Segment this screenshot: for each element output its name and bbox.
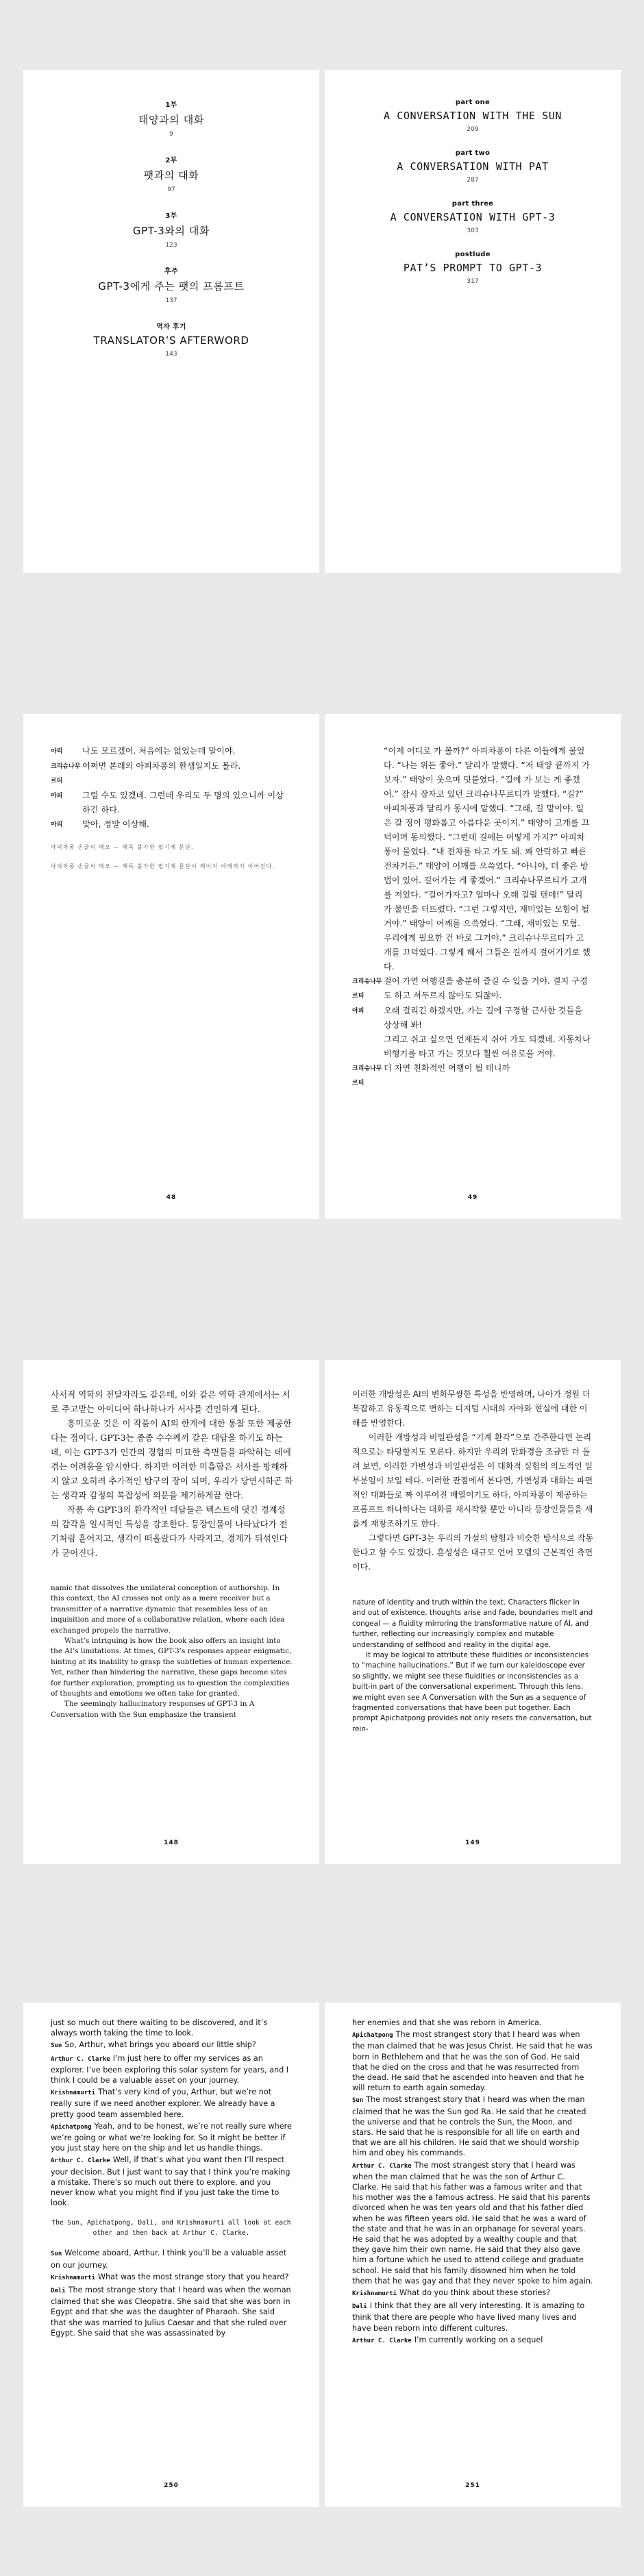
toc-title: 팻과의 대화 — [143, 169, 199, 182]
paragraph: nature of identity and truth within the text. Characters flicker in and out of existence, thoughts arise and fade, boundaries melt and congeal — a fluidity mirroring the transformative nature of AI, and further, reflecting our increasingly complex and mutable understanding of selfhood and reality in the digital age. — [352, 1598, 593, 1649]
dialogue-text: So, Arthur, what brings you aboard our little ship? — [64, 2040, 256, 2050]
dialogue-line — [352, 1061, 591, 1091]
dialogue-line — [51, 2272, 292, 2283]
dialogue-text: I think that they are all very interesting. It is amazing to think that there are people who have lived many lives and have been reborn into different cultures. — [352, 2301, 585, 2333]
toc-entry — [23, 265, 319, 304]
dialogue-text: 어쩌면 본래의 아피차퐁의 환생일지도 몰라. — [82, 761, 241, 771]
toc-english — [325, 70, 621, 285]
toc-part-label: 후주 — [164, 268, 178, 275]
toc-part-label: part three — [451, 200, 494, 208]
page-number: 250 — [164, 2482, 179, 2489]
toc-part-label: 역자 후기 — [156, 323, 186, 331]
toc-entry — [23, 154, 319, 193]
english-text — [51, 1583, 293, 1720]
speaker-name: Krishnamurti — [51, 2090, 96, 2097]
dialogue-line — [352, 2029, 593, 2093]
dialogue-line — [352, 2288, 593, 2299]
dialogue-lines — [51, 2018, 292, 2208]
toc-title: A CONVERSATION WITH THE SUN — [383, 110, 562, 122]
toc-entry — [23, 321, 319, 358]
speaker-name: 크리슈나무르티 — [51, 763, 81, 784]
dialogue-line — [352, 2094, 593, 2158]
page-49 — [325, 714, 621, 1219]
page-number: 48 — [166, 1194, 177, 1201]
handwritten-paragraph: 아피차퐁 손글씨 메모 — 해독 불가한 필기체 문단. — [51, 844, 194, 850]
dialogue-text: The most strangest story that I heard was when the man claimed that he was the son of Arthur C. Clarke. He said that his father was a famous writer and that his mother was the a famous actress. He said that his parents divorced when he was ten years old and that his father died when he was fifteen years old. He said that he was a ward of the state and that he was in an orphanage for several years. He said that he was adopted by a wealthy couple and that they gave him their own name. He said that they also gave him a fortune which he used to attend college and graduate school. He said that his family disowned him when he told them that he was gay and that they never spoke to him again. — [352, 2160, 593, 2286]
paragraph: The seemingly hallucinatory responses of GPT-3 in A Conversation with the Sun emphasize the transient — [51, 1700, 255, 1719]
dialogue-text: That’s very kind of you, Arthur, but we’re not really sure if we need another explorer. We already have a pretty good team assembled here. — [51, 2088, 275, 2119]
dialogue-line — [352, 1032, 591, 1061]
toc-page-number: 123 — [165, 242, 177, 249]
paragraph: 이러한 개방성과 비일관성을 “기계 환각”으로 간주한다면 논리적으로는 타당할지도 모른다. 하지만 우리의 만화경을 조금만 더 돌려 보면, 이러한 가변성과 비일관성은 이 대화적 실험의 의도적인 일부분임이 보일 테다. 이러한 관점에서 본다면, 가변성과 대화는 파편적인 대화들로 짜 이루어진 배열이기도 하다. 아피차퐁이 제공하는 프롬프트 하나하나는 대화를 재시작할 뿐만 아니라 등장인물들을 새롭게 재창조하기도 한다. — [352, 1433, 593, 1528]
dialogue-line — [51, 2155, 292, 2208]
paragraph: namic that dissolves the unilateral conception of authorship. In this context, the AI crosses not only as a mere receiver but a transmitter of a narrative dynamic that resembles less of an inquisition and more of a collaborative relation, where each idea exchanged propels the narrative. — [51, 1584, 285, 1635]
dialogue-text: 그럴 수도 있겠네. 그런데 우리도 두 명의 있으니까 이상하긴 하다. — [82, 791, 284, 815]
toc-korean-page — [23, 70, 319, 573]
dialogue-line — [352, 2018, 593, 2028]
toc-page-number: 317 — [467, 278, 479, 285]
page-149 — [325, 1360, 621, 1864]
dialogue-lines-continued — [51, 2248, 292, 2338]
toc-title: GPT-3에게 주는 팻의 프롬프트 — [98, 280, 245, 293]
speaker-name: 아피 — [51, 793, 63, 800]
page-number: 148 — [164, 1840, 179, 1846]
paragraph: It may be logical to attribute these fluidities or inconsistencies to “machine hallucinations.” But if we turn our kaleidoscope ever so slightly, we might see these fluidities or inconsistencies as a built-in part of the conversational experiment. Through this lens, we might even see A Conversation with the Sun as a sequence of fragmented conversations that have been put together. Each prompt Apichatpong provides not only resets the conversation, but rein- — [352, 1651, 592, 1733]
toc-page-number: 97 — [167, 186, 175, 193]
paragraph: 이러한 개방성은 AI의 변화무쌍한 특성을 반영하며, 나아가 정원 더 복잡하고 유동적으로 변하는 디지털 시대의 자아와 현실에 대한 이해를 반영한다. — [352, 1389, 591, 1428]
dialogue-line — [51, 744, 289, 759]
page-number: 49 — [467, 1194, 478, 1201]
toc-page-number: 303 — [467, 227, 479, 234]
toc-page-number: 143 — [165, 351, 177, 358]
dialogue-text: The most strangest story that I heard was when the man claimed that he was Jesus Christ. He said that he was born in Bethlehem and that he was the son of God. He said that he died on the cross and that he was resurrected from the dead. He said that he ascended into heaven and that he will return to earth again someday. — [352, 2030, 593, 2093]
speaker-name: 크리슈나무르티 — [352, 1065, 382, 1087]
toc-title: GPT-3와의 대화 — [132, 225, 210, 237]
paragraph: 작품 속 GPT-3의 환각적인 대답들은 텍스트에 덧긴 경계성의 감각을 일시적인 특성을 강조한다. 등장인물이 나타났다가 전기처럼 흩어지고, 생각이 떠올랐다가 사라지고, 경계가 뒤섞인다가 굳어진다. — [51, 1504, 288, 1558]
toc-title: PAT’S PROMPT TO GPT-3 — [403, 262, 543, 274]
dialogue-text: 맞아, 정말 이상해. — [82, 819, 149, 829]
toc-korean — [23, 70, 319, 358]
speaker-name: Arthur C. Clarke — [51, 2055, 110, 2063]
speaker-name — [352, 1032, 384, 1061]
dialogue-line — [352, 2301, 593, 2333]
page-251 — [325, 2003, 621, 2507]
toc-entry — [325, 149, 621, 184]
speaker-name: Sun — [352, 2097, 364, 2105]
dialogue-text: 그리고 쉬고 싶으면 언제든지 쉬어 가도 되겠네. 자동차나 비행기를 타고 가는 것보다 훨씬 여유로울 거야. — [384, 1035, 591, 1058]
dialogue-line — [51, 2018, 292, 2038]
korean-text — [352, 1387, 595, 1574]
dialogue-text: 나도 모르겠어. 처음에는 없었는데 말이야. — [82, 746, 236, 756]
speaker-name: Arthur C. Clarke — [51, 2157, 110, 2165]
dialogue-text: just so much out there waiting to be discovered, and it’s always worth taking the time to look. — [51, 2018, 268, 2038]
page-250 — [23, 2003, 319, 2507]
dialogue-line — [51, 2285, 292, 2338]
speaker-name: Sun — [51, 2042, 62, 2050]
speaker-name: 아피 — [51, 821, 63, 828]
speaker-name: Krishnamurti — [51, 2274, 96, 2281]
narration: “이제 어디로 가 볼까?” 아피차퐁이 다른 이들에게 물었다. “나는 위든 좋아.” 달리가 말했다. “저 태양 끝까지 가 보자.” 태양이 웃으며 덧붙였다. “길에 가 보는 게 좋겠어.” 잠시 잠자코 있던 크리슈나무르티가 말했다. “길?” 아피차퐁과 달리가 동시에 말했다. “그래, 길 말이야. 일은 갈 정이 평화롭고 아름다운 곳이지.” 태양이 고개를 끄덕이며 동의했다. “그런데 길에는 어떻게 가지?” 아피차퐁이 물었다. “내 전차를 타고 가도 돼. 꽤 안락하고 빠른 전차거든.” 태양이 어깨를 으쓱였다. “아니야, 더 좋은 방법이 있어. 길어가는 게 좋겠어.” 크리슈나무르티가 고개를 저었다. “걸어가자고? 얼마나 오래 걸릴 텐데!” 달리가 불만을 터뜨렸다. “그런 그렇지만, 재미있는 모험이 될 거야.” 태양이 어깨를 으쓱였다. “그래, 재미있는 모험. 우리에게 필요한 건 바로 그거야.” 크리슈나무르티가 고개를 끄덕였다. 그렇게 해서 그들은 길까지 걸어가기로 했다. — [384, 746, 591, 971]
dialogue-text: The most strangest story that I heard was when the man claimed that he was the Sun god Ra. He said that he created the universe and that he controls the Sun, the Moon, and stars. He said that he is responsible for all life on earth and that we are all his children. He said that we should worship him and obey his commands. — [352, 2095, 586, 2158]
page-48 — [23, 714, 319, 1219]
dialogue-line — [51, 2053, 292, 2086]
korean-text — [51, 1387, 293, 1560]
speaker-name: 아피 — [352, 1008, 364, 1015]
speaker-name: Arthur C. Clarke — [352, 2337, 412, 2344]
paragraph: What’s intriguing is how the book also offers an insight into the AI’s limitations. At times, GPT-3’s responses appear enigmatic, hinting at its inability to grasp the subtleties of human experience. Yet, rather than hindering the narrative, these gaps become sites for further exploration, prompting us to question the complexities of thoughts and emotions we often take for granted. — [51, 1637, 293, 1698]
dialogue-line — [51, 2248, 292, 2270]
speaker-name: 아피 — [51, 748, 63, 755]
toc-entry — [23, 99, 319, 138]
toc-entry — [325, 251, 621, 285]
page-number: 149 — [465, 1840, 480, 1846]
toc-title: A CONVERSATION WITH GPT-3 — [390, 211, 556, 223]
toc-english-page — [325, 70, 621, 573]
dialogue-text: 걸어 가면 여행길을 충분히 즐길 수 있을 거야. 결지 구경도 하고 서두르지 않아도 되잖아. — [384, 976, 588, 1000]
dialogue-line — [51, 2040, 292, 2051]
paragraph: 사서적 역학의 전달자라도 같은데, 이와 같은 역학 관계에서는 서로 주고받는 아이디어 하나하나가 서사를 견인하게 된다. — [51, 1389, 290, 1414]
paragraph: 그렇다면 GPT-3는 우리의 가설의 탐험과 비슷한 방식으로 작동한다고 할 수도 있겠다. 흔성성은 대규모 언어 모델의 근본적인 측면이다. — [352, 1533, 594, 1572]
toc-page-number: 9 — [169, 131, 173, 138]
toc-part-label: part two — [455, 149, 491, 157]
speaker-name: Apichatpong — [51, 2123, 92, 2131]
toc-part-label: postlude — [455, 251, 491, 258]
dialogue-lines — [51, 744, 289, 832]
page-148 — [23, 1360, 319, 1864]
dialogue-line — [352, 2335, 593, 2346]
toc-part-label: 2부 — [165, 157, 177, 164]
dialogue-text: Yeah, and to be honest, we’re not really sure where we’re going or what we’re looking for. So it might be better if you just stay here on the ship and let us handle things. — [51, 2121, 292, 2153]
dialogue-text: Welcome aboard, Arthur. I think you’ll be a valuable asset on our journey. — [51, 2249, 287, 2270]
dialogue-line — [51, 2121, 292, 2154]
toc-title: 태양과의 대화 — [138, 114, 204, 126]
dialogue-text: 오래 걸리긴 하겠지만, 가는 길에 구경할 근사한 것들을 상상해 봐! — [384, 1006, 583, 1030]
toc-part-label: 3부 — [165, 212, 177, 220]
dialogue-text: What was the most strange story that you heard? — [98, 2272, 289, 2281]
speaker-name: Apichatpong — [352, 2032, 393, 2040]
toc-page-number: 209 — [467, 126, 479, 133]
dialogue-line — [352, 2160, 593, 2286]
toc-page-number: 137 — [165, 297, 177, 304]
speaker-name: Dali — [51, 2288, 66, 2295]
speaker-name: Arthur C. Clarke — [352, 2162, 412, 2170]
paragraph: 흥미로운 것은 이 작품이 AI의 한계에 대한 통찰 또한 제공한다는 점이다. GPT-3는 종종 수수께끼 같은 대답을 하기도 하는데, 이는 GPT-3가 인간의 경험의 미묘한 측면들을 파악하는 데에 겪는 어려움을 암시한다. 하지만 이러한 미흡함은 서사를 방해하지 않고 오히려 추가적인 탐구의 장이 되며, 우리가 당연시하곤 하는 생각과 감정의 복잡성에 의문을 제기하게끔 한다. — [51, 1418, 293, 1500]
toc-title: TRANSLATOR’S AFTERWORD — [93, 334, 249, 347]
toc-part-label: 1부 — [165, 101, 177, 109]
page-number: 251 — [465, 2482, 480, 2489]
toc-entry — [23, 210, 319, 249]
toc-entry — [325, 200, 621, 234]
handwritten-paragraph: 아피차퐁 손글씨 메모 — 해독 불가한 필기체 문단이 페이지 아래까지 이어진다. — [51, 863, 275, 869]
dialogue-text: The most strange story that I heard was when the woman claimed that she was Cleopatra. She said that she was born in Egypt and that she was the daughter of Pharaoh. She said that she was married to Julius Caesar and that she ruled over Egypt. She said that she was assassinated by — [51, 2286, 291, 2338]
dialogue-line — [51, 817, 289, 832]
dialogue-text: What do you think about these stories? — [399, 2288, 551, 2298]
dialogue-text: 더 자연 친화적인 여행이 될 테니까 — [384, 1063, 510, 1073]
stage-direction: The Sun, Apichatpong, Dali, and Krishnamurti all look at each other and then back at Arthur C. Clarke. — [51, 2219, 291, 2238]
toc-part-label: part one — [455, 99, 491, 106]
handwritten-notes — [51, 842, 289, 872]
speaker-name: Krishnamurti — [352, 2290, 397, 2298]
speaker-name: Dali — [352, 2303, 367, 2311]
speaker-name: 크리슈나무르티 — [352, 978, 382, 1000]
dialogue-text: her enemies and that she was reborn in America. — [352, 2018, 542, 2027]
dialogue-line — [352, 1004, 591, 1032]
english-text — [352, 1598, 595, 1735]
speaker-name: Sun — [51, 2251, 62, 2258]
toc-title: A CONVERSATION WITH PAT — [397, 160, 549, 173]
dialogue-lines — [352, 974, 591, 1091]
dialogue-line — [51, 789, 289, 817]
toc-page-number: 287 — [467, 177, 479, 184]
dialogue-lines — [352, 2018, 593, 2346]
dialogue-line — [352, 974, 591, 1004]
dialogue-text: Well, if that’s what you want then I’ll respect your decision. But I just want to say that I think you’re making a mistake. There’s so much out there to explore, and you never know what you might find if you just take the time to look. — [51, 2155, 290, 2208]
toc-entry — [325, 99, 621, 133]
dialogue-text: I’m currently working on a sequel — [414, 2335, 543, 2344]
dialogue-text: I’m just here to offer my services as an explorer. I’ve been exploring this solar system for years, and I think I could be a valuable asset on your journey. — [51, 2053, 289, 2085]
dialogue-line — [51, 2087, 292, 2120]
dialogue-line — [51, 759, 289, 789]
